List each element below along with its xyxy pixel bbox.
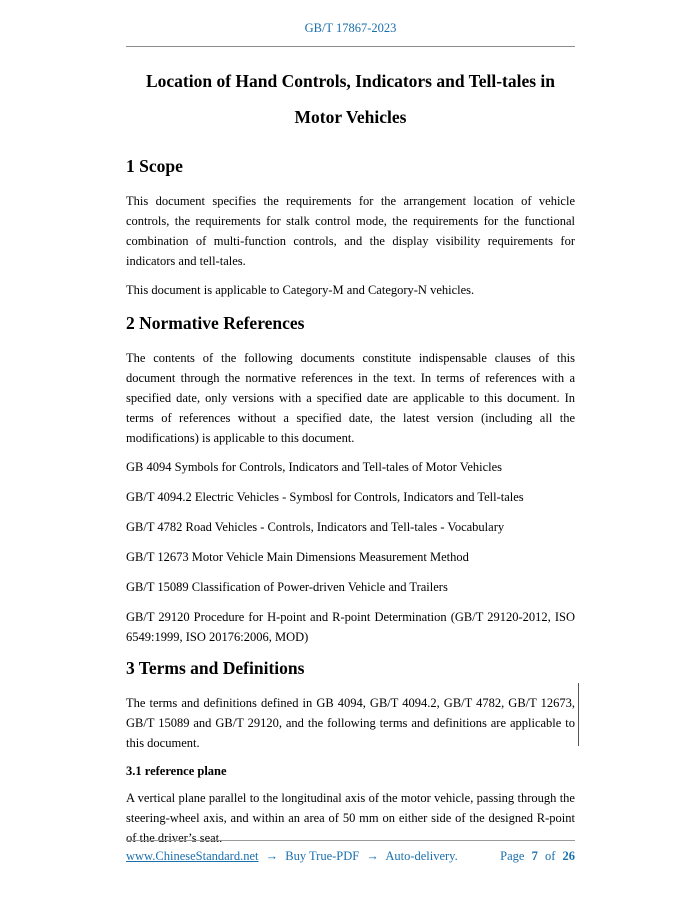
section-heading-scope: 1 Scope [126, 156, 183, 176]
document-footer [126, 840, 575, 864]
page-number: 7 [531, 849, 538, 863]
terms-intro-block [126, 693, 575, 753]
footer-divider [126, 840, 575, 841]
section-heading-terms-definitions: 3 Terms and Definitions [126, 658, 305, 678]
footer-buy-text: Buy True-PDF [285, 849, 360, 863]
footer-left [126, 849, 462, 864]
header-divider [126, 46, 575, 47]
reference-item: GB/T 4782 Road Vehicles - Controls, Indicators and Tell-tales - Vocabulary [126, 520, 505, 534]
reference-item: GB/T 4094.2 Electric Vehicles - Symbosl for Controls, Indicators and Tell-tales [126, 490, 524, 504]
page-indicator [496, 849, 575, 864]
footer-arrow-icon: → [366, 849, 379, 863]
footer-arrow-icon: → [265, 849, 279, 863]
reference-item: GB 4094 Symbols for Controls, Indicators and Tell-tales of Motor Vehicles [126, 460, 503, 474]
scope-paragraph-1: This document specifies the requirements for the arrangement location of vehicle controls, the requirements for stalk control mode, the requirements for the functional combination of multi-function controls, and the display visibility requirements for indicators and tell-tales. [126, 194, 575, 268]
term-3-1-heading: 3.1 reference plane [126, 764, 227, 778]
scope-paragraph-2: This document is applicable to Category-M and Category-N vehicles. [126, 283, 475, 297]
title-line-2: Motor Vehicles [294, 107, 407, 127]
title-line-1: Location of Hand Controls, Indicators and Tell-tales in [145, 71, 556, 91]
page-label: Page [500, 849, 525, 863]
footer-website-link[interactable]: www.ChineseStandard.net [126, 849, 259, 863]
total-pages: 26 [562, 849, 575, 863]
reference-item: GB/T 15089 Classification of Power-driven Vehicle and Trailers [126, 580, 448, 594]
revision-bar [578, 683, 579, 746]
footer-delivery-text: Auto-delivery. [385, 849, 458, 863]
terms-intro: The terms and definitions defined in GB 4094, GB/T 4094.2, GB/T 4782, GB/T 12673, GB/T 15089 and GB/T 29120, and the following terms and definitions are applicable to this document. [126, 696, 575, 750]
reference-item: GB/T 12673 Motor Vehicle Main Dimensions Measurement Method [126, 550, 469, 564]
footer-row [126, 849, 575, 864]
document-title [126, 63, 575, 135]
document-content [126, 63, 575, 848]
section-heading-normative-references: 2 Normative References [126, 313, 305, 333]
normative-references-intro: The contents of the following documents constitute indispensable clauses of this document through the normative references in the text. In terms of references with a specified date, only versions with a specified date are applicable to this document. In terms of references without a specified date, the latest version (including all the modifications) is applicable to this document. [126, 351, 575, 445]
document-number: GB/T 17867-2023 [304, 21, 397, 35]
reference-item: GB/T 29120 Procedure for H-point and R-point Determination (GB/T 29120-2012, ISO 6549:1999, ISO 20176:2006, MOD) [126, 610, 575, 644]
document-header [126, 20, 575, 47]
of-label: of [544, 849, 556, 863]
term-3-1-definition: A vertical plane parallel to the longitudinal axis of the motor vehicle, passing through the steering-wheel axis, and within an area of 50 mm on either side of the designed R-point of the driver’s seat. [126, 791, 575, 845]
